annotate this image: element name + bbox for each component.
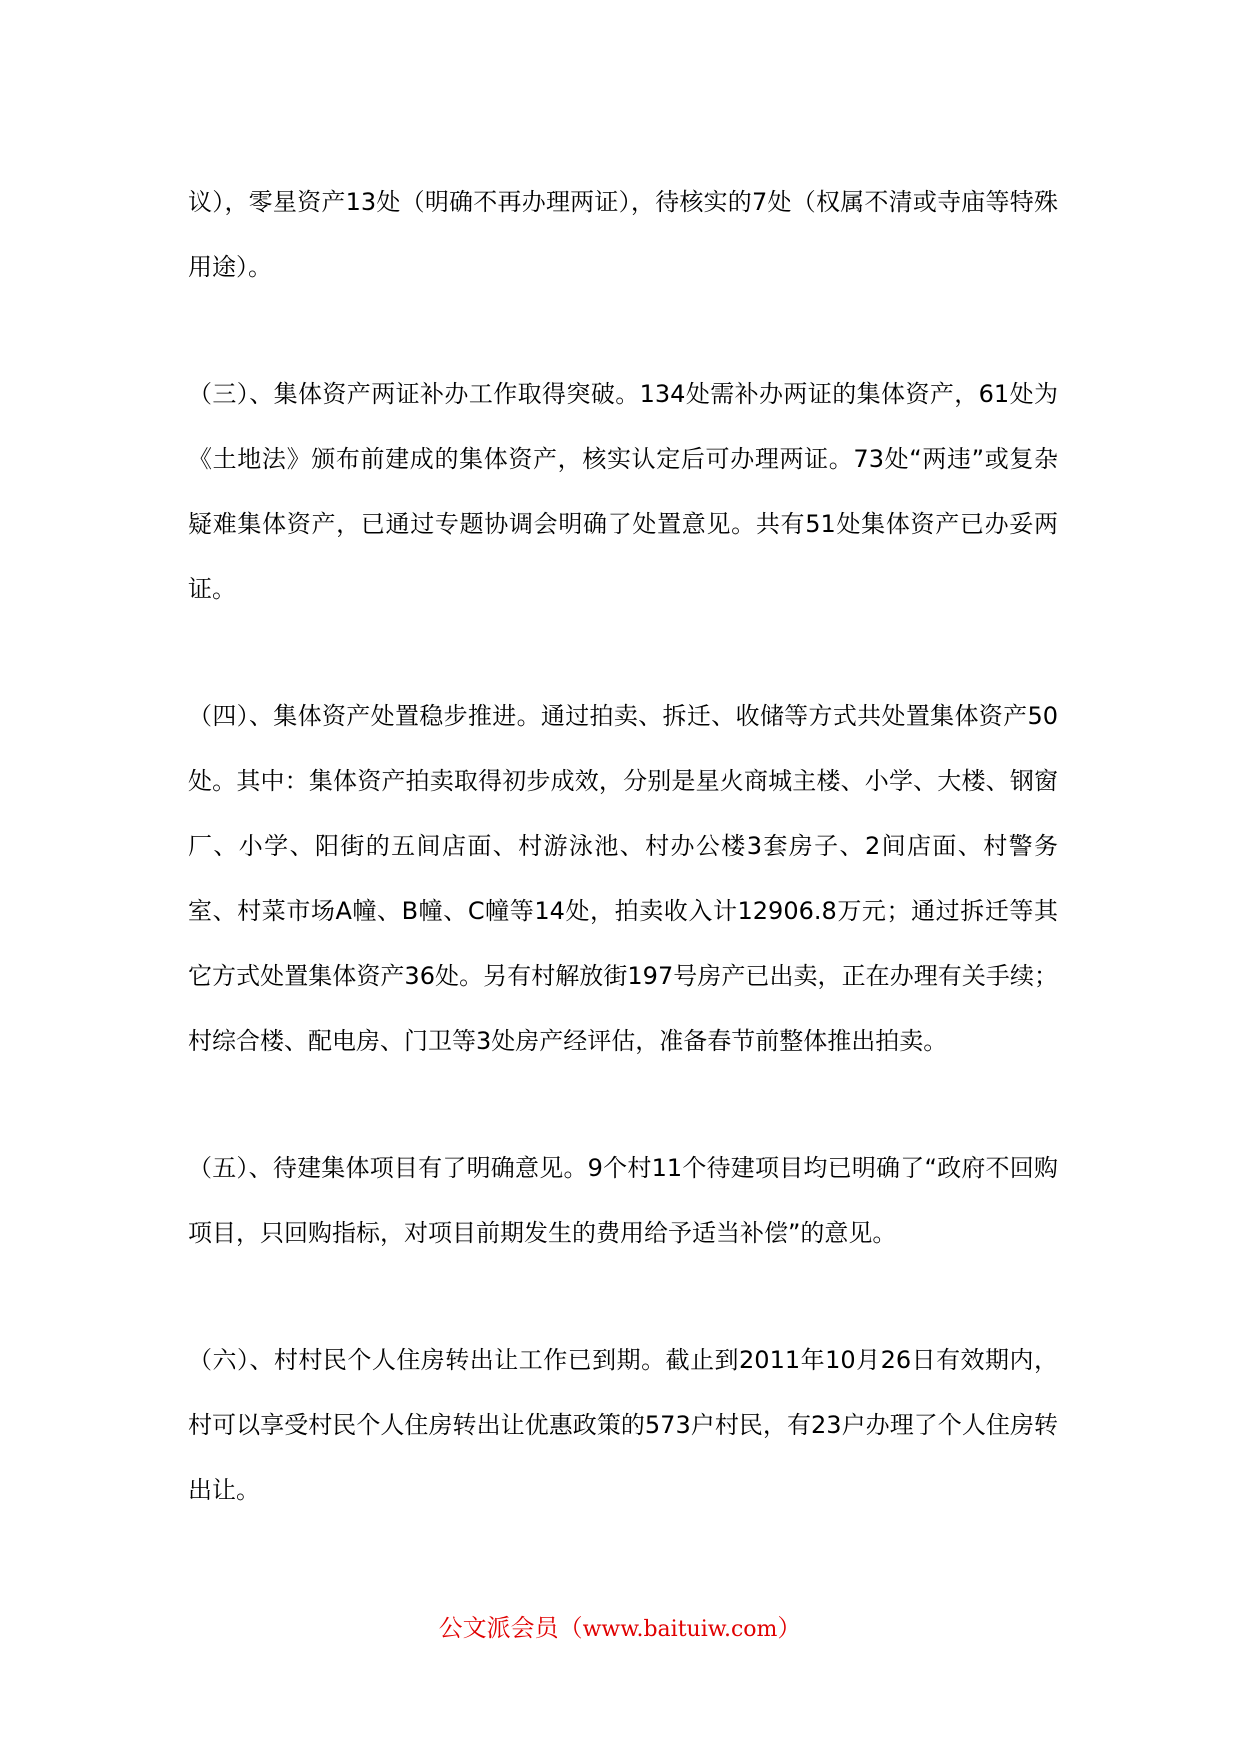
paragraph-section-3: （三）、集体资产两证补办工作取得突破。134处需补办两证的集体资产，61处为《土地法》颁布前建成的集体资产，核实认定后可办理两证。73处“两违”或复杂疑难集体资产，已通过专题协调会明确了处置意见。共有51处集体资产已办妥两证。 — [188, 380, 1058, 603]
document-body — [188, 170, 1058, 1523]
paragraph-continuation: 议），零星资产13处（明确不再办理两证），待核实的7处（权属不清或寺庙等特殊用途）。 — [188, 188, 1058, 281]
footer-label: 公文派会员 — [438, 1614, 559, 1642]
paragraph-section-4: （四）、集体资产处置稳步推进。通过拍卖、拆迁、收储等方式共处置集体资产50处。其中：集体资产拍卖取得初步成效，分别是星火商城主楼、小学、大楼、钢窗厂、小学、阳街的五间店面、村游泳池、村办公楼3套房子、2间店面、村警务室、村菜市场A幢、B幢、C幢等14处，拍卖收入计12906.8万元；通过拆迁等其它方式处置集体资产36处。另有村解放街197号房产已出卖，正在办理有关手续；村综合楼、配电房、门卫等3处房产经评估，准备春节前整体推出拍卖。 — [188, 702, 1058, 1055]
footer-url[interactable]: www.baituiw.com — [582, 1617, 778, 1642]
footer-paren-open: （ — [558, 1614, 583, 1642]
paragraph-section-5: （五）、待建集体项目有了明确意见。9个村11个待建项目均已明确了“政府不回购项目，只回购指标，对项目前期发生的费用给予适当补偿”的意见。 — [188, 1154, 1058, 1247]
footer-paren-close: ） — [777, 1614, 802, 1642]
paragraph-section-6: （六）、村村民个人住房转出让工作已到期。截止到2011年10月26日有效期内，村可以享受村民个人住房转出让优惠政策的573户村民，有23户办理了个人住房转出让。 — [188, 1346, 1058, 1504]
footer-watermark — [0, 1608, 1240, 1643]
